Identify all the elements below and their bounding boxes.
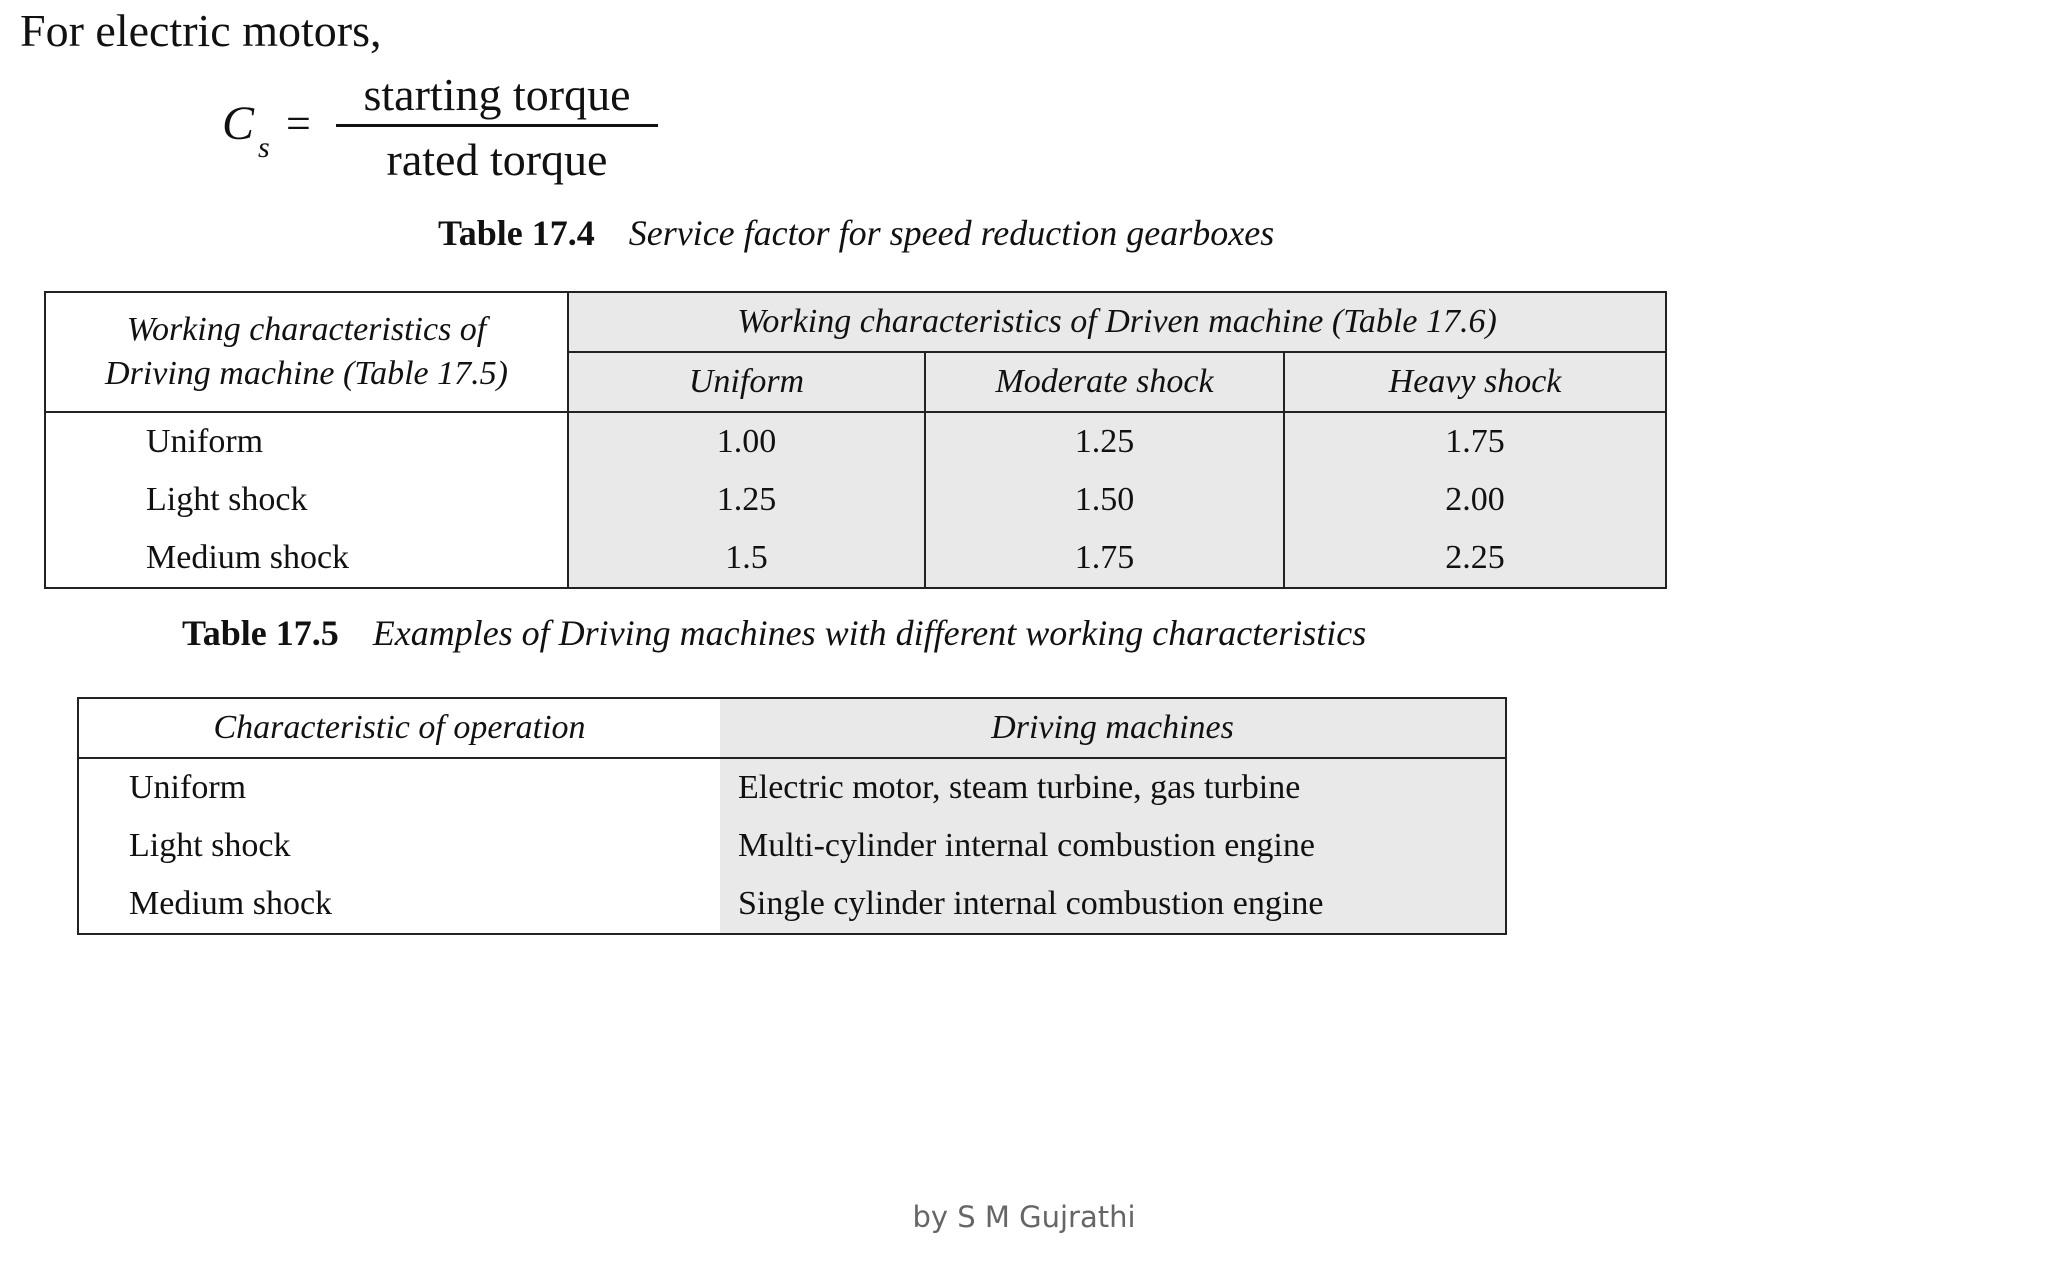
table-cell: Light shock (129, 827, 291, 864)
column-header: Uniform (568, 352, 925, 412)
table-cell: 1.00 (568, 412, 925, 471)
table-cell: Medium shock (129, 885, 333, 922)
driving-machine-header (45, 292, 568, 412)
table-17-4-label: Table 17.4 (438, 213, 595, 253)
table-row (78, 817, 1506, 875)
column-header: Driving machines (720, 698, 1506, 758)
table-17-4-caption (438, 212, 1274, 254)
table-17-5-caption (182, 612, 1366, 654)
row-label: Uniform (45, 412, 568, 471)
formula-equals: = (286, 99, 311, 148)
table-cell: Single cylinder internal combustion engine (720, 875, 1506, 934)
table-row (78, 758, 1506, 817)
table-cell: 1.25 (925, 412, 1284, 471)
row-label: Medium shock (45, 529, 568, 588)
table-row (45, 471, 1666, 529)
service-factor-table (44, 291, 1667, 589)
table-cell: Multi-cylinder internal combustion engine (720, 817, 1506, 875)
table-row (45, 529, 1666, 588)
formula-subscript: s (258, 131, 270, 164)
table-cell: 2.25 (1284, 529, 1666, 588)
service-factor-formula (222, 66, 662, 196)
table-row (78, 875, 1506, 934)
table-cell: 2.00 (1284, 471, 1666, 529)
table-cell: 1.75 (925, 529, 1284, 588)
formula-denominator: rated torque (386, 134, 608, 185)
table-17-4-title: Service factor for speed reduction gearboxes (628, 213, 1275, 253)
table-row (45, 412, 1666, 471)
column-header: Moderate shock (925, 352, 1284, 412)
table-cell: Electric motor, steam turbine, gas turbine (720, 758, 1506, 817)
column-header: Characteristic of operation (78, 698, 720, 758)
author-footer: by S M Gujrathi (912, 1200, 1136, 1234)
table-cell: 1.5 (568, 529, 925, 588)
table-17-5-label: Table 17.5 (182, 613, 339, 653)
intro-text: For electric motors, (20, 5, 382, 56)
formula-numerator: starting torque (363, 69, 631, 120)
driven-machine-header: Working characteristics of Driven machine (Table 17.6) (568, 292, 1666, 352)
table-17-5-title: Examples of Driving machines with different working characteristics (372, 613, 1367, 653)
driving-machines-table (77, 697, 1507, 935)
driving-header-line-1: Working characteristics of (126, 311, 487, 348)
table-cell: 1.50 (925, 471, 1284, 529)
table-cell: Uniform (129, 769, 247, 806)
row-label: Light shock (45, 471, 568, 529)
formula-symbol: C (222, 97, 255, 150)
table-cell: 1.75 (1284, 412, 1666, 471)
table-cell: 1.25 (568, 471, 925, 529)
formula-fraction (336, 66, 658, 193)
driving-header-line-2: Driving machine (Table 17.5) (105, 355, 508, 392)
column-header: Heavy shock (1284, 352, 1666, 412)
